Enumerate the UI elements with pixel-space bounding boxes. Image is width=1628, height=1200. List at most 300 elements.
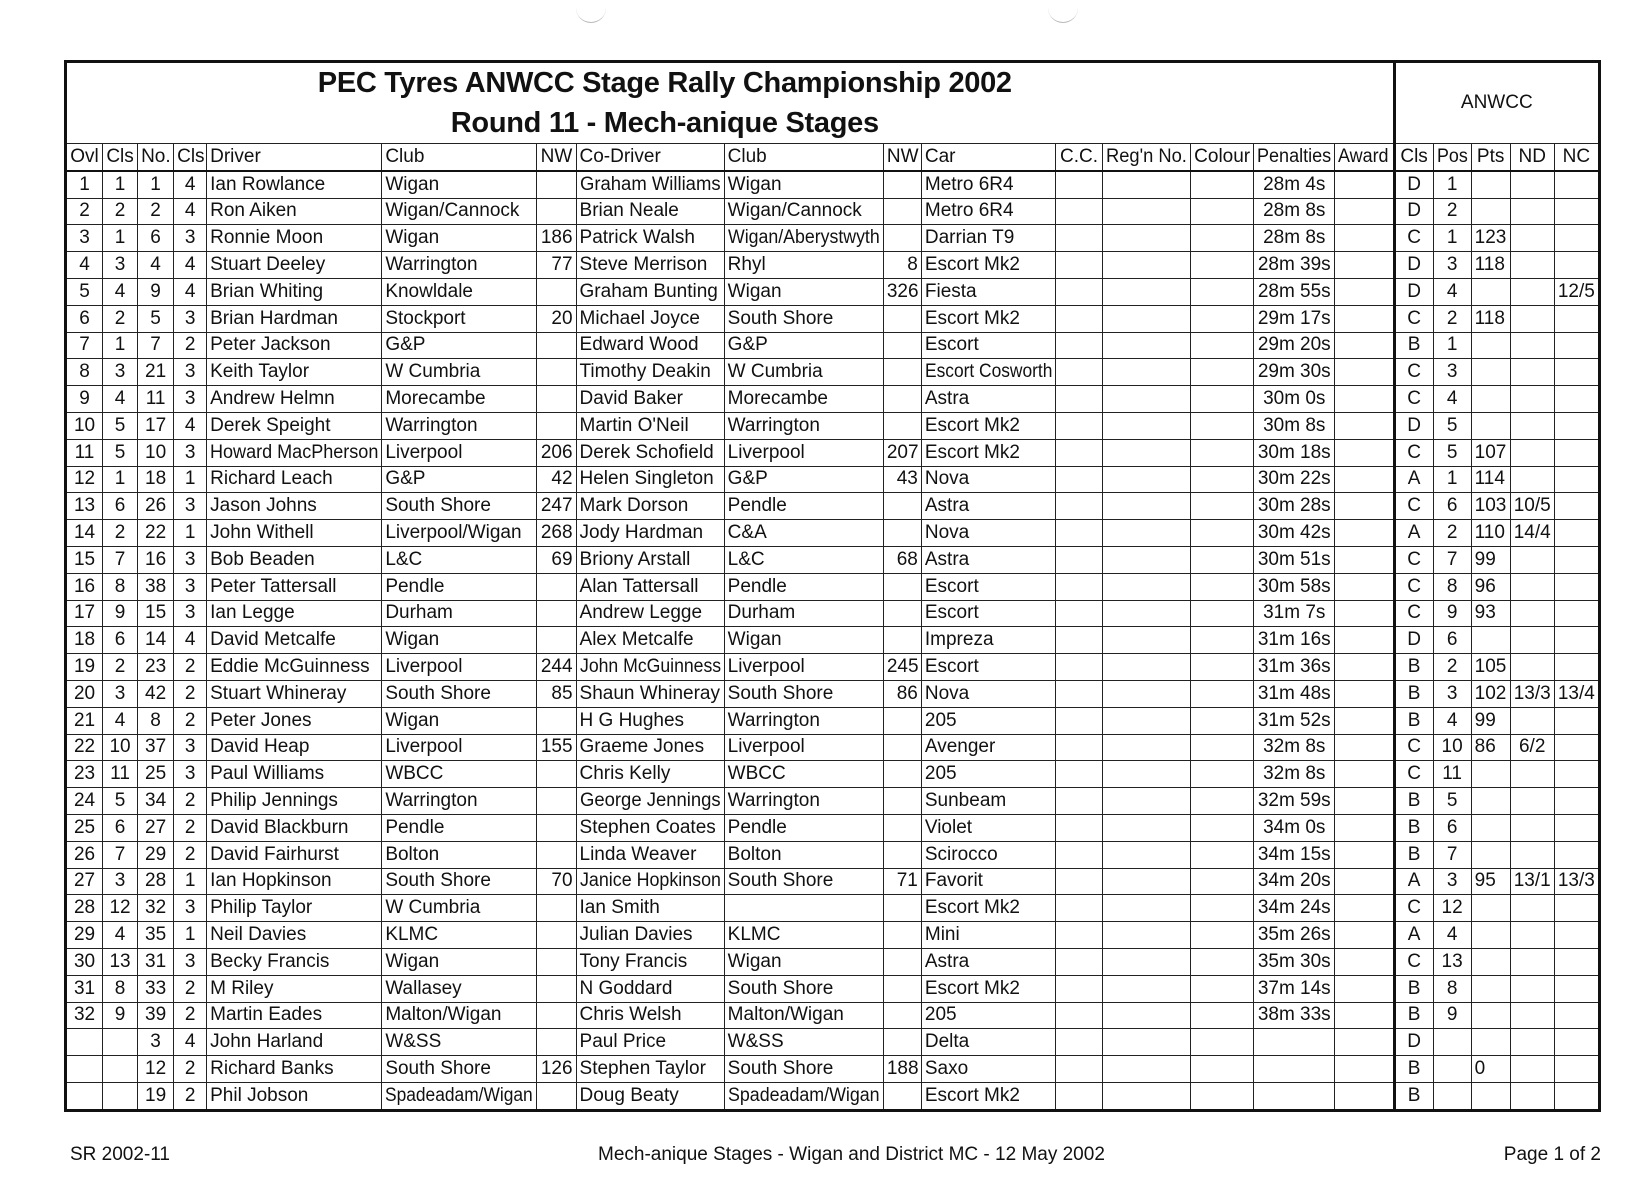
- cell-car-number: 15: [138, 600, 174, 627]
- cell-reg-no: [1103, 788, 1191, 815]
- cell-class-pos: 1: [103, 332, 138, 359]
- cell-driver: Ian Rowlance: [207, 171, 382, 198]
- cell-co-driver-club: Pendle: [724, 573, 883, 600]
- cell-cc: [1056, 1056, 1103, 1083]
- cell-penalties: [1254, 1056, 1335, 1083]
- cell-anwcc-nc: [1554, 439, 1599, 466]
- cell-colour: [1191, 278, 1254, 305]
- cell-co-driver-nw: [883, 895, 921, 922]
- table-row: [66, 654, 1600, 681]
- cell-anwcc-class: D: [1394, 1029, 1433, 1056]
- cell-anwcc-points: [1471, 788, 1510, 815]
- header-co-driver-club: Club: [724, 144, 883, 171]
- cell-anwcc-points: [1471, 171, 1510, 198]
- cell-driver-nw: [537, 975, 576, 1002]
- cell-anwcc-pos: [1433, 1056, 1471, 1083]
- cell-overall-pos: [66, 1082, 103, 1110]
- cell-anwcc-nd: [1510, 386, 1554, 413]
- cell-driver-club: Morecambe: [382, 386, 537, 413]
- cell-co-driver-nw: [883, 520, 921, 547]
- cell-car: Astra: [921, 546, 1055, 573]
- cell-award: [1335, 493, 1394, 520]
- cell-class-pos: 3: [103, 868, 138, 895]
- cell-co-driver: H G Hughes: [576, 707, 724, 734]
- cell-class: 2: [174, 707, 207, 734]
- cell-anwcc-class: D: [1394, 252, 1433, 279]
- table-row: [66, 305, 1600, 332]
- cell-anwcc-nd: [1510, 948, 1554, 975]
- cell-driver-club: Wigan: [382, 948, 537, 975]
- cell-cc: [1056, 278, 1103, 305]
- cell-co-driver-nw: 68: [883, 546, 921, 573]
- cell-colour: [1191, 1082, 1254, 1110]
- cell-award: [1335, 654, 1394, 681]
- cell-co-driver-nw: [883, 493, 921, 520]
- cell-colour: [1191, 734, 1254, 761]
- cell-anwcc-nc: [1554, 225, 1599, 252]
- cell-award: [1335, 278, 1394, 305]
- cell-class: 4: [174, 171, 207, 198]
- cell-driver-club: L&C: [382, 546, 537, 573]
- cell-driver-club: South Shore: [382, 1056, 537, 1083]
- cell-driver-club: Warrington: [382, 252, 537, 279]
- cell-co-driver-nw: [883, 359, 921, 386]
- cell-co-driver: Chris Kelly: [576, 761, 724, 788]
- cell-penalties: 34m 0s: [1254, 814, 1335, 841]
- cell-co-driver: Martin O'Neil: [576, 412, 724, 439]
- cell-car: Escort Cosworth: [921, 359, 1055, 386]
- cell-co-driver-nw: 245: [883, 654, 921, 681]
- cell-driver-club: Wigan: [382, 707, 537, 734]
- cell-co-driver-nw: [883, 386, 921, 413]
- cell-cc: [1056, 412, 1103, 439]
- table-row: [66, 386, 1600, 413]
- cell-anwcc-points: [1471, 359, 1510, 386]
- cell-reg-no: [1103, 922, 1191, 949]
- cell-overall-pos: 25: [66, 814, 103, 841]
- cell-anwcc-nd: [1510, 788, 1554, 815]
- cell-co-driver-nw: [883, 198, 921, 225]
- cell-driver-nw: [537, 573, 576, 600]
- cell-anwcc-class: C: [1394, 225, 1433, 252]
- cell-driver-club: Malton/Wigan: [382, 1002, 537, 1029]
- cell-class-pos: 12: [103, 895, 138, 922]
- cell-colour: [1191, 654, 1254, 681]
- cell-anwcc-nc: [1554, 573, 1599, 600]
- cell-driver-nw: [537, 332, 576, 359]
- header-car-number: No.: [138, 144, 174, 171]
- cell-co-driver-nw: [883, 975, 921, 1002]
- cell-award: [1335, 1082, 1394, 1110]
- table-row: [66, 573, 1600, 600]
- cell-award: [1335, 198, 1394, 225]
- cell-reg-no: [1103, 546, 1191, 573]
- cell-co-driver-club: Spadeadam/Wigan: [724, 1082, 883, 1110]
- cell-penalties: 30m 28s: [1254, 493, 1335, 520]
- cell-penalties: 35m 26s: [1254, 922, 1335, 949]
- cell-penalties: 30m 0s: [1254, 386, 1335, 413]
- cell-driver: Becky Francis: [207, 948, 382, 975]
- cell-driver: Brian Hardman: [207, 305, 382, 332]
- cell-car: Escort: [921, 654, 1055, 681]
- cell-driver: Bob Beaden: [207, 546, 382, 573]
- cell-award: [1335, 922, 1394, 949]
- cell-anwcc-class: C: [1394, 305, 1433, 332]
- cell-anwcc-class: C: [1394, 948, 1433, 975]
- cell-anwcc-nd: [1510, 841, 1554, 868]
- cell-driver-nw: 155: [537, 734, 576, 761]
- cell-driver-nw: [537, 627, 576, 654]
- cell-car: Fiesta: [921, 278, 1055, 305]
- cell-penalties: 28m 55s: [1254, 278, 1335, 305]
- cell-driver-nw: [537, 922, 576, 949]
- cell-co-driver: Alan Tattersall: [576, 573, 724, 600]
- cell-colour: [1191, 225, 1254, 252]
- cell-overall-pos: 31: [66, 975, 103, 1002]
- cell-co-driver-nw: [883, 1082, 921, 1110]
- cell-anwcc-nd: [1510, 225, 1554, 252]
- header-cc: C.C.: [1056, 144, 1103, 171]
- cell-driver-club: South Shore: [382, 868, 537, 895]
- cell-driver-nw: [537, 948, 576, 975]
- cell-anwcc-class: B: [1394, 788, 1433, 815]
- cell-driver-nw: [537, 895, 576, 922]
- table-row: [66, 680, 1600, 707]
- cell-co-driver-club: Warrington: [724, 788, 883, 815]
- cell-driver: Peter Jones: [207, 707, 382, 734]
- cell-anwcc-pos: 2: [1433, 654, 1471, 681]
- table-row: [66, 975, 1600, 1002]
- cell-co-driver: Brian Neale: [576, 198, 724, 225]
- cell-penalties: 30m 42s: [1254, 520, 1335, 547]
- cell-driver-club: Pendle: [382, 573, 537, 600]
- column-header-row: [66, 144, 1600, 171]
- cell-car: Impreza: [921, 627, 1055, 654]
- cell-anwcc-class: A: [1394, 466, 1433, 493]
- cell-driver-nw: 206: [537, 439, 576, 466]
- cell-anwcc-pos: 6: [1433, 814, 1471, 841]
- header-award: Award: [1335, 144, 1394, 171]
- cell-co-driver: John McGuinness: [576, 654, 724, 681]
- cell-anwcc-nc: [1554, 1056, 1599, 1083]
- cell-driver: Andrew Helmn: [207, 386, 382, 413]
- cell-award: [1335, 252, 1394, 279]
- cell-anwcc-nc: [1554, 1002, 1599, 1029]
- cell-anwcc-nc: [1554, 627, 1599, 654]
- cell-class: 3: [174, 734, 207, 761]
- cell-anwcc-nc: [1554, 198, 1599, 225]
- cell-reg-no: [1103, 1002, 1191, 1029]
- cell-overall-pos: [66, 1029, 103, 1056]
- cell-driver: Brian Whiting: [207, 278, 382, 305]
- cell-driver-club: W Cumbria: [382, 895, 537, 922]
- cell-anwcc-nd: [1510, 546, 1554, 573]
- cell-anwcc-nc: [1554, 332, 1599, 359]
- cell-car-number: 21: [138, 359, 174, 386]
- cell-anwcc-class: C: [1394, 761, 1433, 788]
- cell-car: Nova: [921, 680, 1055, 707]
- cell-car-number: 7: [138, 332, 174, 359]
- cell-colour: [1191, 359, 1254, 386]
- header-driver-club: Club: [382, 144, 537, 171]
- cell-cc: [1056, 520, 1103, 547]
- cell-overall-pos: 16: [66, 573, 103, 600]
- cell-co-driver: Steve Merrison: [576, 252, 724, 279]
- cell-car-number: 18: [138, 466, 174, 493]
- table-row: [66, 278, 1600, 305]
- cell-car-number: 34: [138, 788, 174, 815]
- cell-penalties: 32m 59s: [1254, 788, 1335, 815]
- cell-car-number: 1: [138, 171, 174, 198]
- cell-car-number: 11: [138, 386, 174, 413]
- cell-colour: [1191, 814, 1254, 841]
- cell-cc: [1056, 680, 1103, 707]
- cell-cc: [1056, 546, 1103, 573]
- cell-co-driver-club: Wigan: [724, 948, 883, 975]
- cell-anwcc-points: 110: [1471, 520, 1510, 547]
- cell-class-pos: 5: [103, 439, 138, 466]
- cell-driver: Peter Tattersall: [207, 573, 382, 600]
- cell-anwcc-points: [1471, 895, 1510, 922]
- cell-driver: Phil Jobson: [207, 1082, 382, 1110]
- cell-car: Saxo: [921, 1056, 1055, 1083]
- cell-driver: Richard Leach: [207, 466, 382, 493]
- cell-overall-pos: 30: [66, 948, 103, 975]
- cell-anwcc-pos: 4: [1433, 707, 1471, 734]
- cell-anwcc-nc: [1554, 386, 1599, 413]
- cell-car-number: 29: [138, 841, 174, 868]
- cell-anwcc-nd: [1510, 761, 1554, 788]
- cell-reg-no: [1103, 386, 1191, 413]
- cell-driver-club: Warrington: [382, 788, 537, 815]
- cell-car: Escort: [921, 600, 1055, 627]
- cell-overall-pos: 28: [66, 895, 103, 922]
- cell-anwcc-nd: [1510, 975, 1554, 1002]
- cell-anwcc-nd: [1510, 171, 1554, 198]
- cell-anwcc-pos: [1433, 1082, 1471, 1110]
- cell-driver-nw: 42: [537, 466, 576, 493]
- cell-driver-club: G&P: [382, 466, 537, 493]
- cell-award: [1335, 520, 1394, 547]
- cell-co-driver-club: W Cumbria: [724, 359, 883, 386]
- cell-co-driver-club: KLMC: [724, 922, 883, 949]
- cell-car-number: 3: [138, 1029, 174, 1056]
- cell-car-number: 5: [138, 305, 174, 332]
- cell-co-driver-club: Pendle: [724, 493, 883, 520]
- cell-penalties: 35m 30s: [1254, 948, 1335, 975]
- cell-colour: [1191, 493, 1254, 520]
- cell-co-driver-club: Rhyl: [724, 252, 883, 279]
- cell-anwcc-pos: 1: [1433, 171, 1471, 198]
- cell-co-driver: Linda Weaver: [576, 841, 724, 868]
- cell-driver-club: Wigan: [382, 627, 537, 654]
- cell-anwcc-points: 95: [1471, 868, 1510, 895]
- cell-class-pos: 6: [103, 814, 138, 841]
- cell-award: [1335, 707, 1394, 734]
- cell-car-number: 19: [138, 1082, 174, 1110]
- cell-anwcc-nd: [1510, 466, 1554, 493]
- cell-anwcc-class: A: [1394, 520, 1433, 547]
- cell-penalties: 34m 24s: [1254, 895, 1335, 922]
- cell-anwcc-nc: [1554, 788, 1599, 815]
- cell-co-driver-nw: [883, 788, 921, 815]
- cell-award: [1335, 948, 1394, 975]
- cell-anwcc-points: 118: [1471, 252, 1510, 279]
- cell-anwcc-pos: 3: [1433, 252, 1471, 279]
- table-row: [66, 1082, 1600, 1110]
- footer-event: Mech-anique Stages - Wigan and District MC - 12 May 2002: [598, 1144, 1105, 1165]
- table-row: [66, 707, 1600, 734]
- table-row: [66, 466, 1600, 493]
- cell-class: 3: [174, 948, 207, 975]
- cell-co-driver: Timothy Deakin: [576, 359, 724, 386]
- cell-driver-nw: [537, 761, 576, 788]
- cell-award: [1335, 225, 1394, 252]
- cell-reg-no: [1103, 600, 1191, 627]
- cell-anwcc-points: [1471, 948, 1510, 975]
- cell-overall-pos: [66, 1056, 103, 1083]
- series-box: ANWCC: [1394, 62, 1599, 144]
- cell-colour: [1191, 332, 1254, 359]
- cell-co-driver: Jody Hardman: [576, 520, 724, 547]
- table-row: [66, 520, 1600, 547]
- cell-anwcc-pos: 2: [1433, 520, 1471, 547]
- cell-driver-club: Stockport: [382, 305, 537, 332]
- cell-driver: Eddie McGuinness: [207, 654, 382, 681]
- cell-co-driver-nw: [883, 305, 921, 332]
- cell-driver-club: Wigan: [382, 171, 537, 198]
- cell-anwcc-nd: [1510, 305, 1554, 332]
- cell-anwcc-points: [1471, 814, 1510, 841]
- table-row: [66, 841, 1600, 868]
- cell-anwcc-points: [1471, 278, 1510, 305]
- cell-anwcc-class: B: [1394, 332, 1433, 359]
- cell-co-driver-club: Durham: [724, 600, 883, 627]
- cell-penalties: 31m 36s: [1254, 654, 1335, 681]
- cell-anwcc-pos: 2: [1433, 198, 1471, 225]
- cell-colour: [1191, 922, 1254, 949]
- cell-class-pos: 6: [103, 627, 138, 654]
- table-row: [66, 546, 1600, 573]
- cell-overall-pos: 15: [66, 546, 103, 573]
- cell-co-driver-nw: [883, 707, 921, 734]
- cell-driver: Stuart Deeley: [207, 252, 382, 279]
- cell-colour: [1191, 680, 1254, 707]
- cell-co-driver-nw: 8: [883, 252, 921, 279]
- cell-anwcc-pos: 3: [1433, 680, 1471, 707]
- cell-driver: David Fairhurst: [207, 841, 382, 868]
- cell-cc: [1056, 305, 1103, 332]
- cell-driver-club: Liverpool: [382, 654, 537, 681]
- cell-penalties: [1254, 1029, 1335, 1056]
- cell-car: Astra: [921, 948, 1055, 975]
- cell-award: [1335, 895, 1394, 922]
- cell-class-pos: 6: [103, 493, 138, 520]
- cell-car-number: 25: [138, 761, 174, 788]
- cell-driver: Stuart Whineray: [207, 680, 382, 707]
- cell-anwcc-pos: 13: [1433, 948, 1471, 975]
- cell-colour: [1191, 439, 1254, 466]
- cell-anwcc-pos: 1: [1433, 332, 1471, 359]
- cell-class: 3: [174, 493, 207, 520]
- cell-anwcc-points: [1471, 627, 1510, 654]
- cell-co-driver: Edward Wood: [576, 332, 724, 359]
- cell-co-driver-club: Wigan/Cannock: [724, 198, 883, 225]
- cell-class: 3: [174, 439, 207, 466]
- cell-overall-pos: 19: [66, 654, 103, 681]
- cell-co-driver-nw: [883, 1029, 921, 1056]
- cell-driver-club: W Cumbria: [382, 359, 537, 386]
- cell-co-driver-club: W&SS: [724, 1029, 883, 1056]
- cell-penalties: 38m 33s: [1254, 1002, 1335, 1029]
- cell-co-driver-nw: [883, 841, 921, 868]
- cell-car: Avenger: [921, 734, 1055, 761]
- cell-award: [1335, 841, 1394, 868]
- cell-class-pos: [103, 1082, 138, 1110]
- cell-award: [1335, 466, 1394, 493]
- cell-car-number: 26: [138, 493, 174, 520]
- cell-class: 3: [174, 359, 207, 386]
- table-row: [66, 412, 1600, 439]
- cell-anwcc-nd: [1510, 1082, 1554, 1110]
- cell-reg-no: [1103, 680, 1191, 707]
- cell-anwcc-points: [1471, 761, 1510, 788]
- cell-car: Astra: [921, 386, 1055, 413]
- cell-reg-no: [1103, 305, 1191, 332]
- cell-anwcc-pos: 5: [1433, 412, 1471, 439]
- header-class-pos: Cls: [103, 144, 138, 171]
- cell-car-number: 39: [138, 1002, 174, 1029]
- cell-co-driver: Ian Smith: [576, 895, 724, 922]
- table-row: [66, 225, 1600, 252]
- cell-anwcc-class: C: [1394, 573, 1433, 600]
- cell-anwcc-class: D: [1394, 627, 1433, 654]
- cell-car: 205: [921, 761, 1055, 788]
- cell-anwcc-nd: [1510, 707, 1554, 734]
- cell-penalties: 30m 8s: [1254, 412, 1335, 439]
- cell-penalties: 28m 8s: [1254, 225, 1335, 252]
- cell-penalties: 28m 8s: [1254, 198, 1335, 225]
- punch-hole-left: [576, 0, 606, 23]
- cell-driver: David Metcalfe: [207, 627, 382, 654]
- cell-anwcc-pos: 4: [1433, 922, 1471, 949]
- cell-co-driver-nw: [883, 573, 921, 600]
- cell-class: 2: [174, 1056, 207, 1083]
- cell-co-driver-club: South Shore: [724, 1056, 883, 1083]
- cell-class-pos: 8: [103, 573, 138, 600]
- cell-co-driver: Graham Bunting: [576, 278, 724, 305]
- cell-colour: [1191, 1029, 1254, 1056]
- cell-co-driver: Janice Hopkinson: [576, 868, 724, 895]
- cell-co-driver: Julian Davies: [576, 922, 724, 949]
- cell-co-driver-nw: [883, 734, 921, 761]
- cell-anwcc-pos: 4: [1433, 386, 1471, 413]
- cell-reg-no: [1103, 439, 1191, 466]
- cell-car-number: 16: [138, 546, 174, 573]
- cell-colour: [1191, 1056, 1254, 1083]
- cell-anwcc-class: A: [1394, 922, 1433, 949]
- cell-anwcc-pos: 9: [1433, 1002, 1471, 1029]
- cell-car: Nova: [921, 466, 1055, 493]
- cell-driver-nw: 268: [537, 520, 576, 547]
- cell-driver-nw: 70: [537, 868, 576, 895]
- cell-anwcc-points: [1471, 386, 1510, 413]
- cell-co-driver-nw: [883, 412, 921, 439]
- cell-co-driver: N Goddard: [576, 975, 724, 1002]
- table-row: [66, 252, 1600, 279]
- cell-anwcc-nd: [1510, 439, 1554, 466]
- cell-anwcc-nc: [1554, 761, 1599, 788]
